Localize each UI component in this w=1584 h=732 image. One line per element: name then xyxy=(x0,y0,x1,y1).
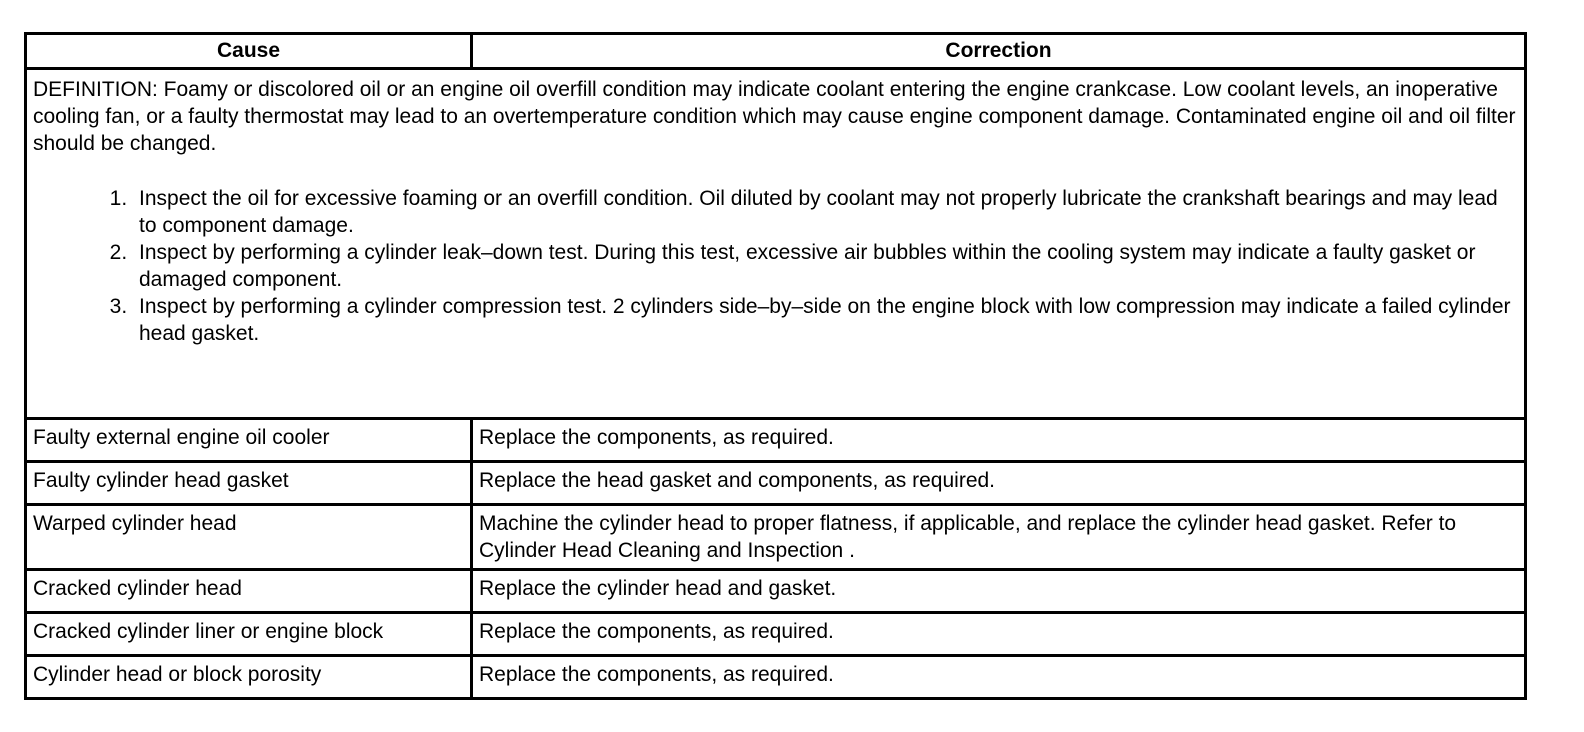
table-row xyxy=(26,656,1526,699)
diagnosis-table-container xyxy=(24,32,1524,700)
correction-cell: Replace the cylinder head and gasket. xyxy=(472,570,1526,613)
cause-cell: Warped cylinder head xyxy=(26,505,472,570)
inspection-step: 2. Inspect by performing a cylinder leak–down test. During this test, excessive air bubbles within the cooling system may indicate a faulty gasket or damaged component. xyxy=(133,239,1518,293)
header-row xyxy=(26,34,1526,69)
cause-cell: Faulty cylinder head gasket xyxy=(26,462,472,505)
inspection-step: 1. Inspect the oil for excessive foaming or an overfill condition. Oil diluted by coolant may not properly lubricate the crankshaft bearings and may lead to component damage. xyxy=(133,185,1518,239)
definition-text: DEFINITION: Foamy or discolored oil or an engine oil overfill condition may indicate coolant entering the engine crankcase. Low coolant levels, an inoperative cooling fan, or a faulty thermostat may lead to an overtemperature condition which may cause engine component damage. Contaminated engine oil and oil filter should be changed. xyxy=(33,78,1516,155)
diagnosis-table xyxy=(24,32,1527,700)
correction-cell: Replace the components, as required. xyxy=(472,656,1526,699)
inspection-step: 3. Inspect by performing a cylinder compression test. 2 cylinders side–by–side on the engine block with low compression may indicate a failed cylinder head gasket. xyxy=(133,293,1518,347)
cause-cell: Cylinder head or block porosity xyxy=(26,656,472,699)
table-row xyxy=(26,462,1526,505)
table-row xyxy=(26,570,1526,613)
header-cause: Cause xyxy=(26,34,472,69)
definition-row xyxy=(26,69,1526,419)
inspection-steps-list xyxy=(33,185,1518,347)
correction-cell: Replace the head gasket and components, as required. xyxy=(472,462,1526,505)
header-correction: Correction xyxy=(472,34,1526,69)
table-row xyxy=(26,505,1526,570)
correction-cell: Replace the components, as required. xyxy=(472,419,1526,462)
table-row xyxy=(26,419,1526,462)
correction-cell: Replace the components, as required. xyxy=(472,613,1526,656)
cause-cell: Cracked cylinder liner or engine block xyxy=(26,613,472,656)
cause-cell: Faulty external engine oil cooler xyxy=(26,419,472,462)
definition-cell xyxy=(26,69,1526,419)
table-row xyxy=(26,613,1526,656)
cause-cell: Cracked cylinder head xyxy=(26,570,472,613)
correction-cell: Machine the cylinder head to proper flatness, if applicable, and replace the cylinder head gasket. Refer to Cylinder Head Cleaning and Inspection . xyxy=(472,505,1526,570)
